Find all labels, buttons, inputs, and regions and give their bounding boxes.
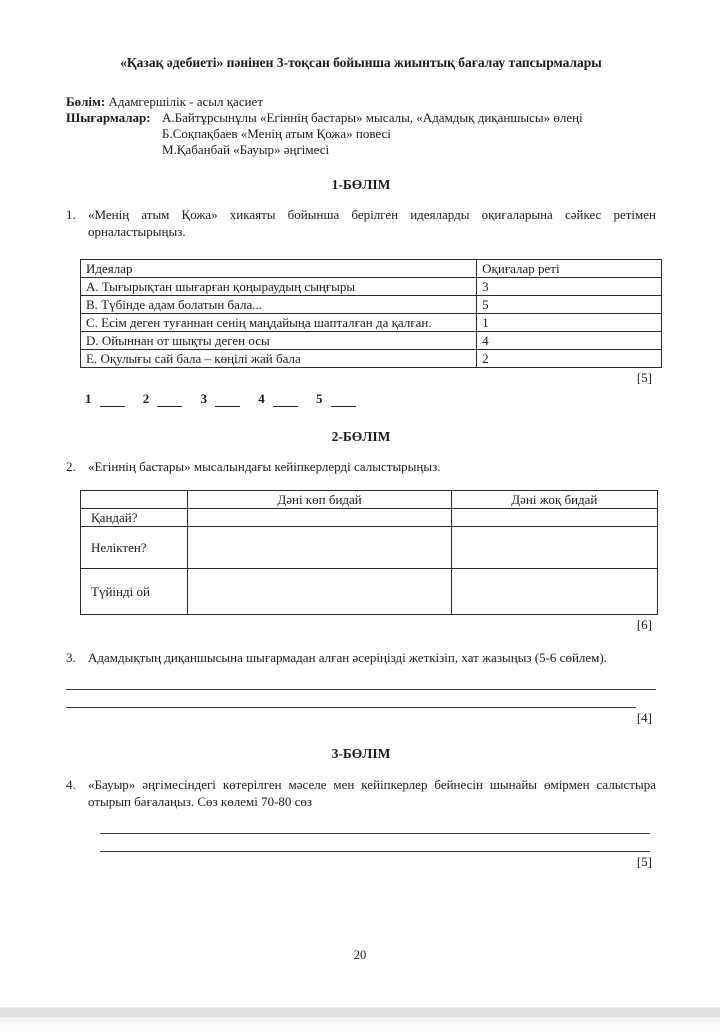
writing-lines-q3 [66,672,656,708]
works-list [162,110,656,158]
answer-blanks-row [85,391,656,408]
work-item: А.Байтұрсынұлы «Егіннің бастары» мысалы, «Адамдық диқаншысы» өлеңі [162,110,583,125]
writing-line [100,816,650,834]
table-row [81,568,658,614]
question-1-number: 1. [66,207,76,222]
col-header-no-grains: Дәні жоқ бидай [451,490,657,508]
blank-number: 3 [200,391,207,406]
answer-blank-line [100,393,125,407]
blank-number: 4 [258,391,265,406]
order-cell: 5 [477,296,662,314]
order-cell: 1 [477,314,662,332]
work-item: М.Қабанбай «Бауыр» әңгімесі [162,142,330,157]
order-cell: 3 [477,278,662,296]
answer-blank-line [273,393,298,407]
marks-q1: [5] [636,370,652,385]
table-row [81,508,658,526]
row-label-conclusion: Түйінді ой [81,568,188,614]
table-row [81,526,658,568]
idea-cell: A. Тығырықтан шығарған қоңыраудың сыңғыры [81,278,477,296]
answer-blank-group [316,391,356,407]
table-row [81,296,662,314]
question-4 [66,777,656,810]
marks-q3: [4] [636,710,652,725]
next-page-edge [0,1022,720,1032]
question-3-text: Адамдықтың диқаншысына шығармадан алған әсеріңізді жеткізіп, хат жазыңыз (5-6 сөйлем). [88,649,607,665]
idea-cell: E. Оқулығы сай бала – көңілі жай бала [81,350,477,368]
part1-heading: 1-БӨЛІМ [331,177,391,192]
question-2-number: 2. [66,459,76,474]
empty-cell [188,526,451,568]
writing-line [66,690,636,708]
order-cell: 4 [477,332,662,350]
empty-cell [451,508,657,526]
question-3-number: 3. [66,649,76,665]
section-label: Бөлім: [66,94,106,109]
answer-blank-line [331,393,356,407]
col-header-many-grains: Дәні көп бидай [188,490,451,508]
question-2-text: «Егіннің бастары» мысалындағы кейіпкерлерді салыстырыңыз. [88,459,441,474]
empty-cell [451,568,657,614]
answer-blank-line [157,393,182,407]
writing-line [100,834,650,852]
answer-blank-group [143,391,183,407]
table-row [81,314,662,332]
idea-cell: D. Ойыннан от шықты деген осы [81,332,477,350]
table-header-row [81,260,662,278]
table-header-row [81,490,658,508]
works-label: Шығармалар: [66,110,151,125]
table-row [81,332,662,350]
row-label-what: Қандай? [81,508,188,526]
answer-blank-group [258,391,298,407]
blank-number: 1 [85,391,92,406]
question-2 [66,459,656,476]
row-label-why: Неліктен? [81,526,188,568]
marks-q4: [5] [636,854,652,869]
ideas-table [80,259,662,368]
answer-blank-line [215,393,240,407]
section-line [66,94,656,110]
empty-header [81,490,188,508]
blank-number: 2 [142,391,150,406]
table-row [81,278,662,296]
order-cell: 2 [477,350,662,368]
part3-heading: 3-БӨЛІМ [331,746,391,761]
question-3 [66,650,656,667]
table-row [81,350,662,368]
meta-block [66,94,656,158]
question-1-text: «Менің атым Қожа» хикаяты бойынша берілген идеяларды оқиғаларына сәйкес ретімен орналастырыңыз. [88,207,656,239]
page-number: 20 [353,948,367,962]
section-value: Адамгершілік - асыл қасиет [108,94,264,109]
question-4-number: 4. [66,777,76,792]
ideas-header: Идеялар [81,260,477,278]
question-1 [66,207,656,240]
answer-blank-group [85,391,125,407]
document-title: «Қазақ әдебиеті» пәнінен 3-тоқсан бойынша жиынтық бағалау тапсырмалары [120,55,602,70]
writing-line [66,672,656,690]
part2-heading: 2-БӨЛІМ [331,429,391,444]
idea-cell: C. Есім деген туғаннан сенің маңдайыңа шапталған да қалған. [81,314,477,332]
writing-lines-q4 [100,816,650,852]
empty-cell [188,568,451,614]
empty-cell [188,508,451,526]
marks-q2: [6] [636,616,652,632]
order-header: Оқиғалар реті [477,260,662,278]
comparison-table [80,490,658,615]
question-4-text: «Бауыр» әңгімесіндегі көтерілген мәселе мен кейіпкерлер бейнесін шынайы өмірмен салыстыра отырып бағалаңыз. Сөз көлемі 70-80 сөз [88,777,656,809]
works-line [66,110,656,158]
blank-number: 5 [316,391,323,406]
answer-blank-group [201,391,241,407]
idea-cell: B. Түбінде адам болатын бала... [81,296,477,314]
empty-cell [451,526,657,568]
work-item: Б.Соқпақбаев «Менің атым Қожа» повесі [162,126,391,141]
